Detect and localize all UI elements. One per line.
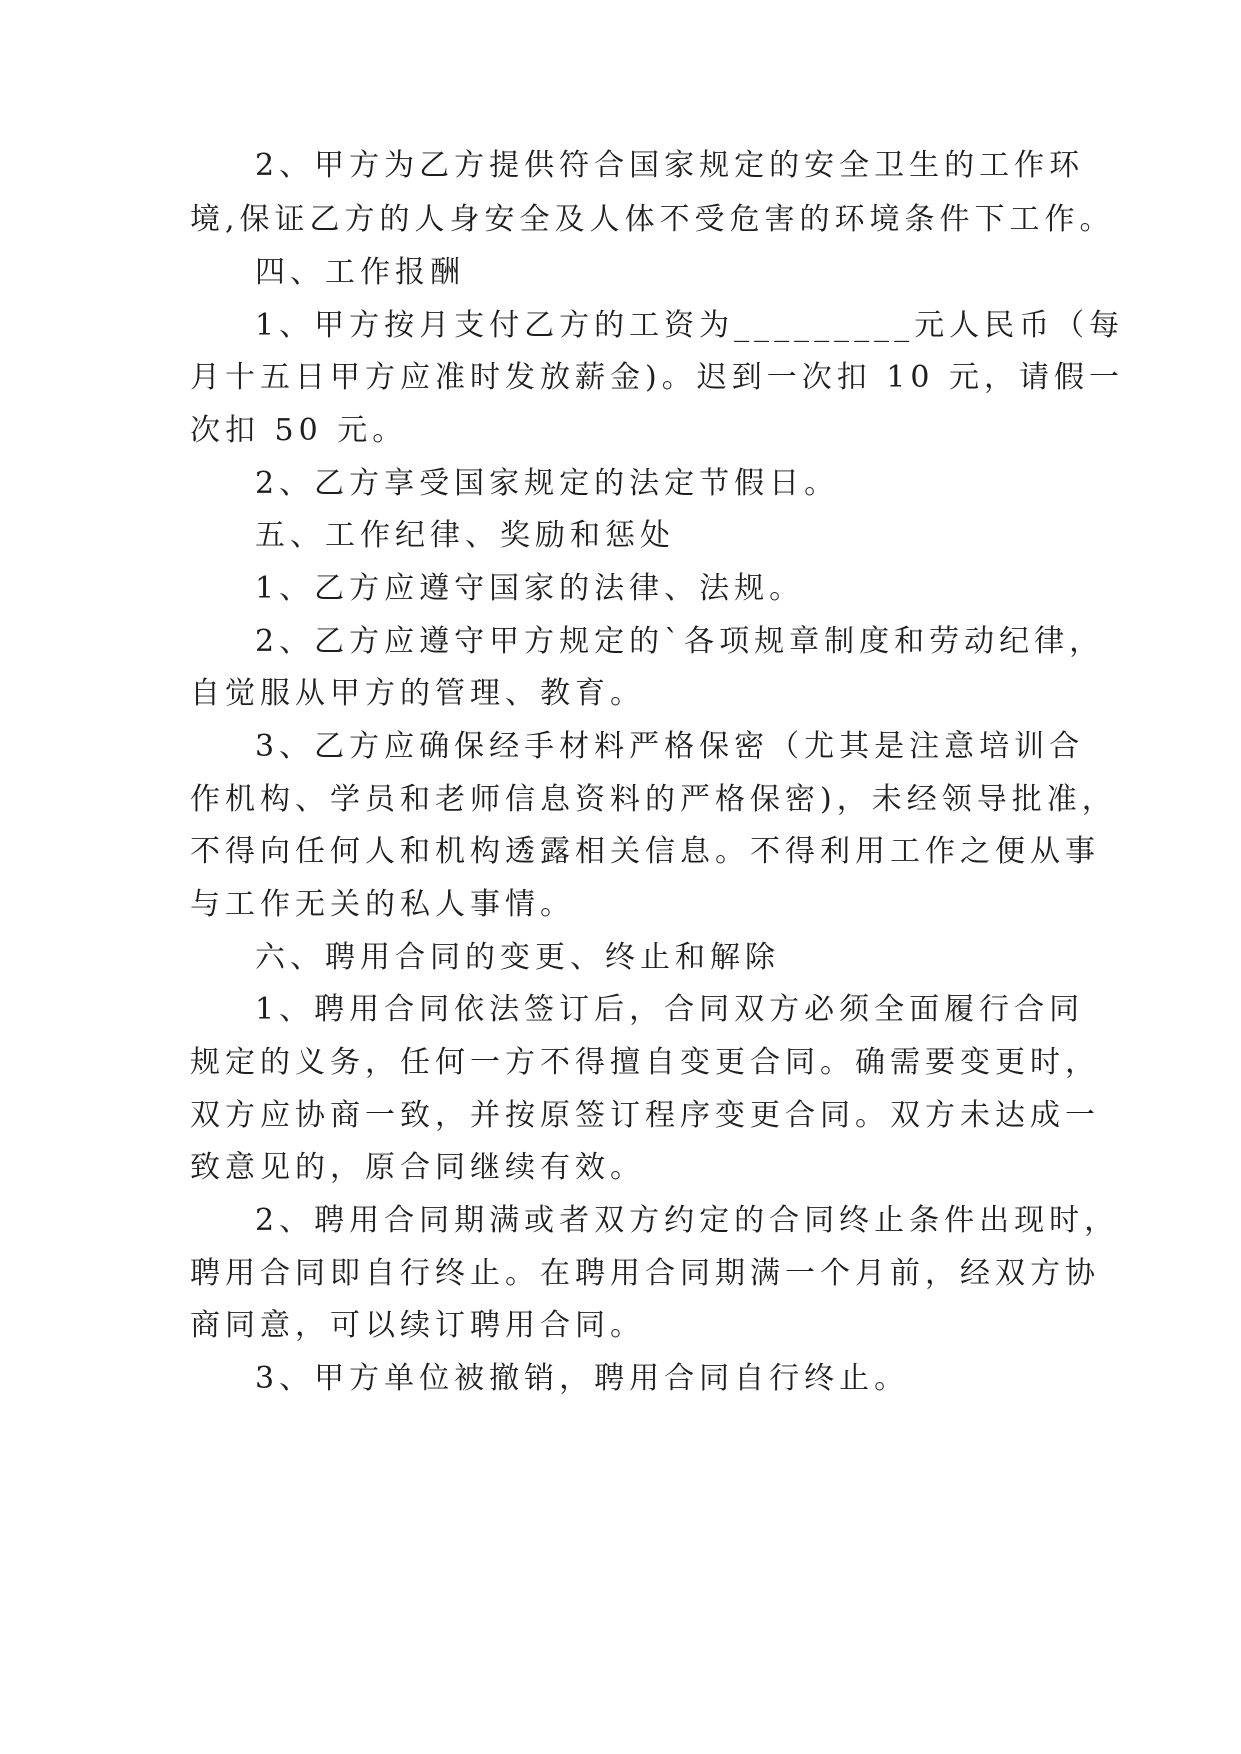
text-line: 2、乙方享受国家规定的法定节假日。 — [255, 466, 840, 501]
text-line: 2、乙方应遵守甲方规定的`各项规章制度和劳动纪律， — [255, 624, 1105, 659]
text-line: 次扣 50 元。 — [190, 413, 408, 448]
text-line: 1、甲方按月支付乙方的工资为_________元人民币（每 — [255, 308, 1125, 343]
text-line: 3、乙方应确保经手材料严格保密（尤其是注意培训合 — [255, 729, 1085, 764]
text-line: 2、甲方为乙方提供符合国家规定的安全卫生的工作环 — [255, 148, 1085, 183]
text-line: 3、甲方单位被撤销，聘用合同自行终止。 — [255, 1361, 910, 1396]
text-line: 2、聘用合同期满或者双方约定的合同终止条件出现时， — [255, 1203, 1120, 1238]
text-line: 双方应协商一致，并按原签订程序变更合同。双方未达成一 — [190, 1098, 1100, 1133]
text-line: 1、乙方应遵守国家的法律、法规。 — [255, 571, 805, 606]
text-line: 商同意，可以续订聘用合同。 — [190, 1308, 645, 1343]
text-line: 1、聘用合同依法签订后，合同双方必须全面履行合同 — [255, 992, 1085, 1027]
text-line: 聘用合同即自行终止。在聘用合同期满一个月前，经双方协 — [190, 1256, 1100, 1291]
text-line: 与工作无关的私人事情。 — [190, 887, 575, 922]
section-heading-4: 四、工作报酬 — [255, 255, 465, 290]
text-line: 自觉服从甲方的管理、教育。 — [190, 676, 645, 711]
text-line: 境,保证乙方的人身安全及人体不受危害的环境条件下工作。 — [190, 202, 1115, 237]
text-line: 月十五日甲方应准时发放薪金)。迟到一次扣 10 元，请假一 — [190, 360, 1124, 395]
text-line: 致意见的，原合同继续有效。 — [190, 1150, 645, 1185]
text-line: 不得向任何人和机构透露相关信息。不得利用工作之便从事 — [190, 834, 1100, 869]
text-line: 作机构、学员和老师信息资料的严格保密)，未经领导批准， — [190, 782, 1117, 817]
text-line: 规定的义务，任何一方不得擅自变更合同。确需要变更时， — [190, 1045, 1100, 1080]
section-heading-6: 六、聘用合同的变更、终止和解除 — [255, 940, 780, 975]
section-heading-5: 五、工作纪律、奖励和惩处 — [255, 518, 675, 553]
